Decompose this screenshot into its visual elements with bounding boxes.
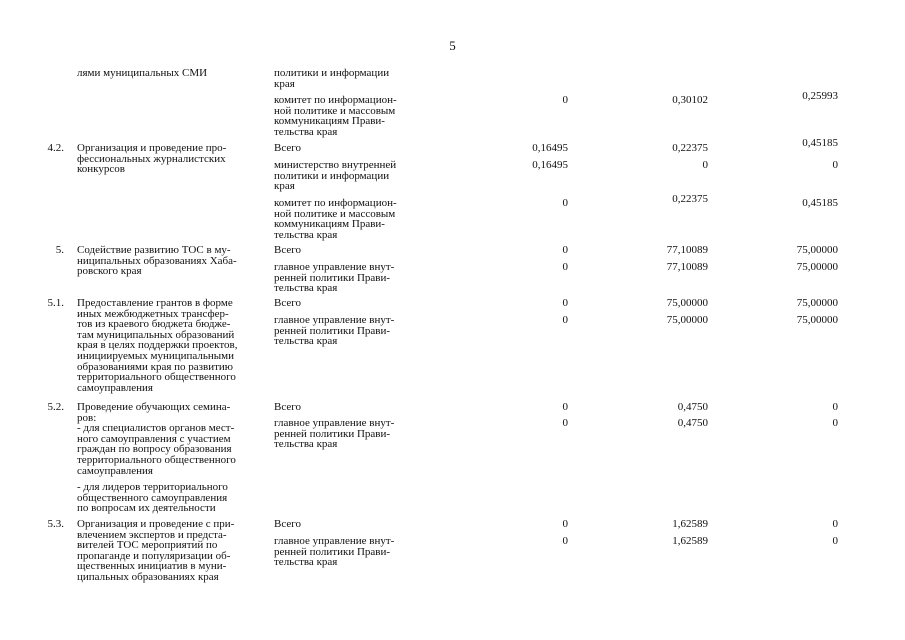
responsible-executor-line: края bbox=[274, 77, 295, 90]
value-cell-3: 0 bbox=[832, 535, 838, 547]
value-cell-3: 0,45185 bbox=[802, 197, 838, 209]
measure-name-line: ров: bbox=[77, 411, 97, 424]
measure-name-line: самоуправления bbox=[77, 381, 153, 394]
measure-name-line: ниципальных образованиях Хаба- bbox=[77, 254, 237, 267]
value-cell-3: 75,00000 bbox=[796, 297, 838, 309]
value-cell-3: 75,00000 bbox=[796, 314, 838, 326]
value-cell-2: 1,62589 bbox=[672, 535, 708, 547]
responsible-executor-line: комитет по информацион- bbox=[274, 94, 397, 106]
value-cell-1: 0 bbox=[562, 401, 568, 413]
value-cell-1: 0 bbox=[562, 197, 568, 209]
row-number: 4.2. bbox=[47, 142, 64, 154]
responsible-executor-line: комитет по информацион- bbox=[274, 197, 397, 209]
responsible-executor-line: политики и информации bbox=[274, 169, 390, 182]
value-cell-1: 0,16495 bbox=[532, 142, 568, 154]
measure-name-line: пропаганде и популяризации об- bbox=[77, 549, 231, 562]
value-cell-1: 0 bbox=[562, 297, 568, 309]
responsible-executor-line: ной политике и массовым bbox=[274, 104, 396, 117]
measure-name-line: щественных инициатив в муни- bbox=[77, 560, 227, 573]
measure-name-line: конкурсов bbox=[77, 163, 125, 176]
measure-name-line: - для специалистов органов мест- bbox=[77, 422, 235, 435]
measure-name-line: Проведение обучающих семина- bbox=[77, 401, 231, 413]
responsible-executor-line: ренней политики Прави- bbox=[274, 545, 391, 558]
measure-name-line: иных межбюджетных трансфер- bbox=[77, 307, 229, 320]
value-cell-1: 0 bbox=[562, 261, 568, 273]
measure-name-line: территориального общественного bbox=[77, 371, 236, 384]
measure-name-line: вителей ТОС мероприятий по bbox=[77, 539, 218, 552]
value-cell-3: 0,25993 bbox=[802, 90, 838, 102]
value-cell-2: 0,22375 bbox=[672, 193, 708, 205]
measure-name-line: ципальных образованиях края bbox=[77, 571, 219, 583]
value-cell-2: 0,4750 bbox=[677, 417, 708, 429]
value-cell-1: 0 bbox=[562, 417, 568, 429]
measure-name-line: самоуправления bbox=[77, 464, 153, 477]
responsible-executor-line: главное управление внут- bbox=[274, 261, 395, 273]
responsible-executor-line: ренней политики Прави- bbox=[274, 324, 391, 337]
value-cell-1: 0 bbox=[562, 94, 568, 106]
responsible-executor-line: Всего bbox=[274, 401, 301, 413]
measure-name-line: ного самоуправления с участием bbox=[77, 432, 231, 445]
measure-name-line: общественного самоуправления bbox=[77, 491, 228, 504]
measure-name-line: Организация и проведение про- bbox=[77, 142, 227, 154]
value-cell-2: 75,00000 bbox=[666, 314, 708, 326]
value-cell-3: 0 bbox=[832, 401, 838, 413]
value-cell-2: 0,30102 bbox=[672, 94, 708, 106]
responsible-executor-line: края bbox=[274, 180, 295, 193]
responsible-executor-line: тельства края bbox=[274, 125, 338, 138]
responsible-executor-line: Всего bbox=[274, 142, 301, 154]
value-cell-2: 0 bbox=[702, 159, 708, 171]
row-number: 5.3. bbox=[47, 518, 64, 530]
responsible-executor-line: министерство внутренней bbox=[274, 159, 397, 171]
measure-name-line: территориального общественного bbox=[77, 454, 236, 466]
measure-name-line: Предоставление грантов в форме bbox=[77, 297, 233, 309]
value-cell-3: 75,00000 bbox=[796, 244, 838, 256]
measure-name-line: образованиями края по развитию bbox=[77, 360, 234, 373]
page-number: 5 bbox=[449, 38, 456, 53]
value-cell-3: 0,45185 bbox=[802, 137, 838, 149]
measure-name-line: - для лидеров территориального bbox=[77, 481, 228, 493]
measure-name-line: инициируемых муниципальными bbox=[77, 350, 235, 362]
row-number: 5.2. bbox=[47, 401, 64, 413]
value-cell-2: 0,22375 bbox=[672, 142, 708, 154]
value-cell-2: 1,62589 bbox=[672, 518, 708, 530]
responsible-executor-line: тельства края bbox=[274, 335, 338, 348]
measure-name-line: Организация и проведение с при- bbox=[77, 518, 235, 530]
responsible-executor-line: коммуникациям Прави- bbox=[274, 218, 385, 231]
measure-name-line: тов из краевого бюджета бюдже- bbox=[77, 318, 231, 331]
measure-name-line: ровского края bbox=[77, 265, 142, 278]
value-cell-2: 77,10089 bbox=[666, 261, 708, 273]
responsible-executor-line: тельства края bbox=[274, 228, 338, 241]
value-cell-3: 0 bbox=[832, 159, 838, 171]
value-cell-3: 0 bbox=[832, 518, 838, 530]
value-cell-1: 0 bbox=[562, 314, 568, 326]
responsible-executor-line: тельства края bbox=[274, 282, 338, 295]
value-cell-2: 0,4750 bbox=[677, 401, 708, 413]
responsible-executor-line: главное управление внут- bbox=[274, 314, 395, 326]
responsible-executor-line: главное управление внут- bbox=[274, 417, 395, 429]
responsible-executor-line: коммуникациям Прави- bbox=[274, 115, 385, 128]
measure-name-line: лями муниципальных СМИ bbox=[77, 67, 208, 79]
measure-name-line: влечением экспертов и предста- bbox=[77, 528, 227, 541]
responsible-executor-line: главное управление внут- bbox=[274, 535, 395, 547]
responsible-executor-line: ной политике и массовым bbox=[274, 207, 396, 220]
measure-name-line: края в целях поддержки проектов, bbox=[77, 339, 238, 352]
responsible-executor-line: тельства края bbox=[274, 438, 338, 451]
value-cell-3: 75,00000 bbox=[796, 261, 838, 273]
measure-name-line: по вопросам их деятельности bbox=[77, 502, 216, 515]
responsible-executor-line: ренней политики Прави- bbox=[274, 271, 391, 284]
responsible-executor-line: политики и информации bbox=[274, 67, 390, 79]
measure-name-line: фессиональных журналистских bbox=[77, 152, 226, 165]
row-number: 5.1. bbox=[47, 297, 64, 309]
responsible-executor-line: Всего bbox=[274, 297, 301, 309]
responsible-executor-line: Всего bbox=[274, 244, 301, 256]
responsible-executor-line: ренней политики Прави- bbox=[274, 427, 391, 440]
row-number: 5. bbox=[55, 244, 64, 256]
responsible-executor-line: Всего bbox=[274, 518, 301, 530]
value-cell-2: 77,10089 bbox=[666, 244, 708, 256]
measure-name-line: Содействие развитию ТОС в му- bbox=[77, 244, 231, 256]
value-cell-2: 75,00000 bbox=[666, 297, 708, 309]
measure-name-line: граждан по вопросу образования bbox=[77, 443, 232, 456]
measure-name-line: там муниципальных образований bbox=[77, 328, 235, 341]
value-cell-1: 0 bbox=[562, 518, 568, 530]
responsible-executor-line: тельства края bbox=[274, 556, 338, 569]
value-cell-3: 0 bbox=[832, 417, 838, 429]
value-cell-1: 0 bbox=[562, 535, 568, 547]
value-cell-1: 0 bbox=[562, 244, 568, 256]
value-cell-1: 0,16495 bbox=[532, 159, 568, 171]
